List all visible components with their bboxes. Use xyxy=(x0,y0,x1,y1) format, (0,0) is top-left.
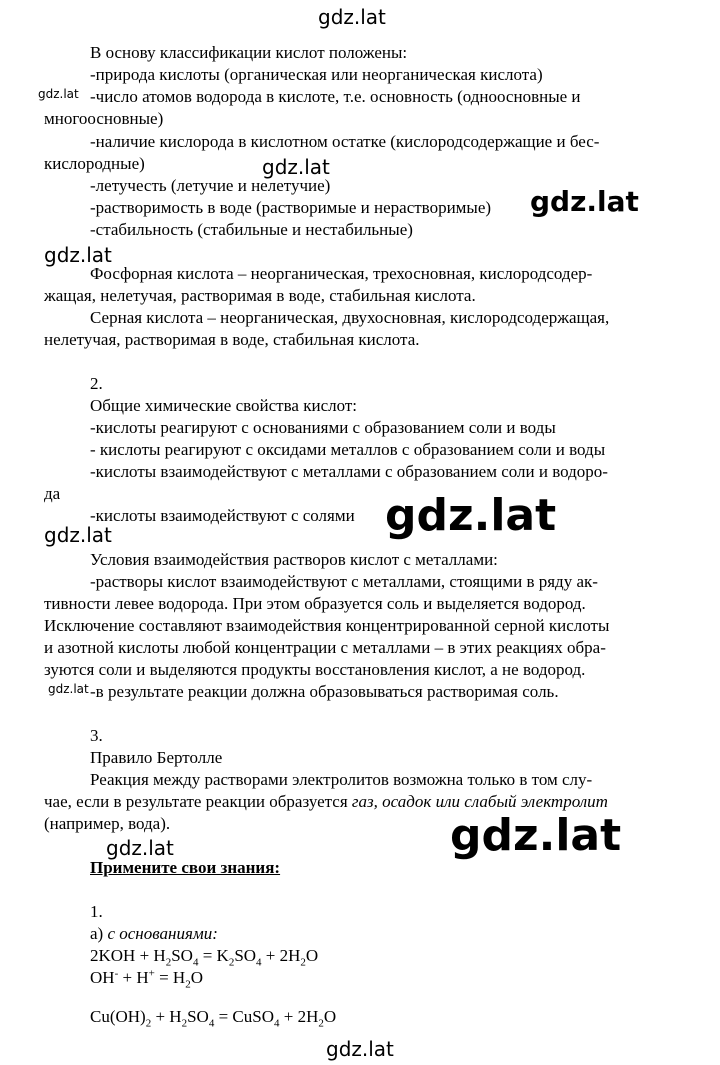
eq-part: = CuSO xyxy=(214,1007,274,1026)
text-line: -число атомов водорода в кислоте, т.е. основность (одноосновные и xyxy=(90,87,581,106)
text-line: Условия взаимодействия растворов кислот с металлами: xyxy=(90,550,498,569)
watermark-left-2: gdz.lat xyxy=(44,523,112,547)
text-line: -кислоты взаимодействуют с металлами с образованием соли и водоро- xyxy=(90,462,608,481)
eq-superscript: - xyxy=(114,967,119,980)
equation-1 xyxy=(90,945,318,967)
text-line: В основу классификации кислот положены: xyxy=(90,43,408,62)
eq-part: SO xyxy=(171,946,193,965)
text-line: Фосфорная кислота – неорганическая, трехосновная, кислородсодер- xyxy=(90,264,593,283)
eq-subscript: 2 xyxy=(165,956,172,969)
text-line xyxy=(44,791,608,813)
task-label-italic: с основаниями: xyxy=(107,924,218,943)
eq-part: = H xyxy=(154,968,186,987)
section-heading: Примените свои знания: xyxy=(90,858,281,877)
eq-part: + 2H xyxy=(279,1007,319,1026)
eq-superscript: + xyxy=(148,967,155,980)
eq-subscript: 4 xyxy=(256,956,262,969)
text-line: да xyxy=(44,484,61,503)
text-line: -в результате реакции должна образовываться растворимая соль. xyxy=(90,682,559,701)
text-line: зуются соли и выделяются продукты восстановления кислот, а не водород. xyxy=(44,660,586,679)
text-line: -стабильность (стабильные и нестабильные) xyxy=(90,220,413,239)
section-number: 2. xyxy=(90,374,103,393)
eq-subscript: 2 xyxy=(185,978,191,991)
eq-part: Cu(OH) xyxy=(90,1007,146,1026)
text-line: Правило Бертолле xyxy=(90,748,223,767)
text-line: -наличие кислорода в кислотном остатке (кислородсодержащие и бес- xyxy=(90,132,600,151)
watermark-mid-2: gdz.lat xyxy=(106,836,174,860)
eq-subscript: 4 xyxy=(274,1017,280,1030)
text-line: тивности левее водорода. При этом образуется соль и выделяется водород. xyxy=(44,594,586,613)
text-line: Серная кислота – неорганическая, двухосновная, кислородсодержащая, xyxy=(90,308,610,327)
text-line: -кислоты взаимодействуют с солями xyxy=(90,506,355,525)
section-number: 3. xyxy=(90,726,103,745)
text-line: нелетучая, растворимая в воде, стабильная кислота. xyxy=(44,330,420,349)
text-line: -растворимость в воде (растворимые и нерастворимые) xyxy=(90,198,492,217)
text-line: Исключение составляют взаимодействия концентрированной серной кислоты xyxy=(44,616,610,635)
eq-part: + 2H xyxy=(261,946,301,965)
text-line: и азотной кислоты любой концентрации с металлами – в этих реакциях обра- xyxy=(44,638,606,657)
watermark-left-1: gdz.lat xyxy=(44,243,112,267)
text-line: -природа кислоты (органическая или неорганическая кислота) xyxy=(90,65,543,84)
text-line: жащая, нелетучая, растворимая в воде, стабильная кислота. xyxy=(44,286,476,305)
eq-subscript: 4 xyxy=(208,1017,215,1030)
eq-part: OH xyxy=(90,968,115,987)
watermark-bold-1: gdz.lat xyxy=(530,185,639,218)
text-fragment: чае, если в результате реакции образуется xyxy=(44,792,352,811)
text-line: кислородные) xyxy=(44,154,145,173)
watermark-large-1: gdz.lat xyxy=(385,490,557,541)
watermark-tiny-2: gdz.lat xyxy=(48,682,89,696)
eq-part: O xyxy=(323,1007,337,1026)
text-line: -кислоты реагируют с основаниями с образованием соли и воды xyxy=(90,418,556,437)
eq-subscript: 2 xyxy=(228,956,235,969)
task-label xyxy=(90,923,218,945)
eq-part: SO xyxy=(234,946,257,965)
text-line: многоосновные) xyxy=(44,109,164,128)
eq-part: + H xyxy=(151,1007,182,1026)
text-line: Реакция между растворами электролитов возможна только в том слу- xyxy=(90,770,593,789)
equation-2 xyxy=(90,967,203,989)
watermark-large-2: gdz.lat xyxy=(450,810,622,861)
eq-subscript: 2 xyxy=(300,956,306,969)
text-line: - кислоты реагируют с оксидами металлов с образованием соли и воды xyxy=(90,440,606,459)
eq-part: + H xyxy=(118,968,149,987)
text-line: (например, вода). xyxy=(44,814,171,833)
italic-fragment: газ, осадок или слабый электролит xyxy=(351,792,608,811)
task-prefix: а) xyxy=(90,924,108,943)
watermark-mid-1: gdz.lat xyxy=(262,155,330,179)
text-line: Общие химические свойства кислот: xyxy=(90,396,358,415)
watermark-bottom: gdz.lat xyxy=(326,1037,394,1061)
text-line: -летучесть (летучие и нелетучие) xyxy=(90,176,331,195)
equation-3 xyxy=(90,1006,336,1028)
eq-subscript: 2 xyxy=(318,1017,324,1030)
text-line: -растворы кислот взаимодействуют с металлами, стоящими в ряду ак- xyxy=(90,572,598,591)
eq-part: O xyxy=(305,946,319,965)
eq-subscript: 2 xyxy=(181,1017,188,1030)
task-number: 1. xyxy=(90,902,103,921)
eq-subscript: 2 xyxy=(145,1017,152,1030)
eq-part: SO xyxy=(187,1007,209,1026)
eq-part: 2KOH + H xyxy=(90,946,166,965)
watermark-top: gdz.lat xyxy=(318,5,386,29)
watermark-tiny-1: gdz.lat xyxy=(38,87,79,101)
eq-part: O xyxy=(190,968,203,987)
eq-part: = K xyxy=(198,946,229,965)
eq-subscript: 4 xyxy=(192,956,199,969)
